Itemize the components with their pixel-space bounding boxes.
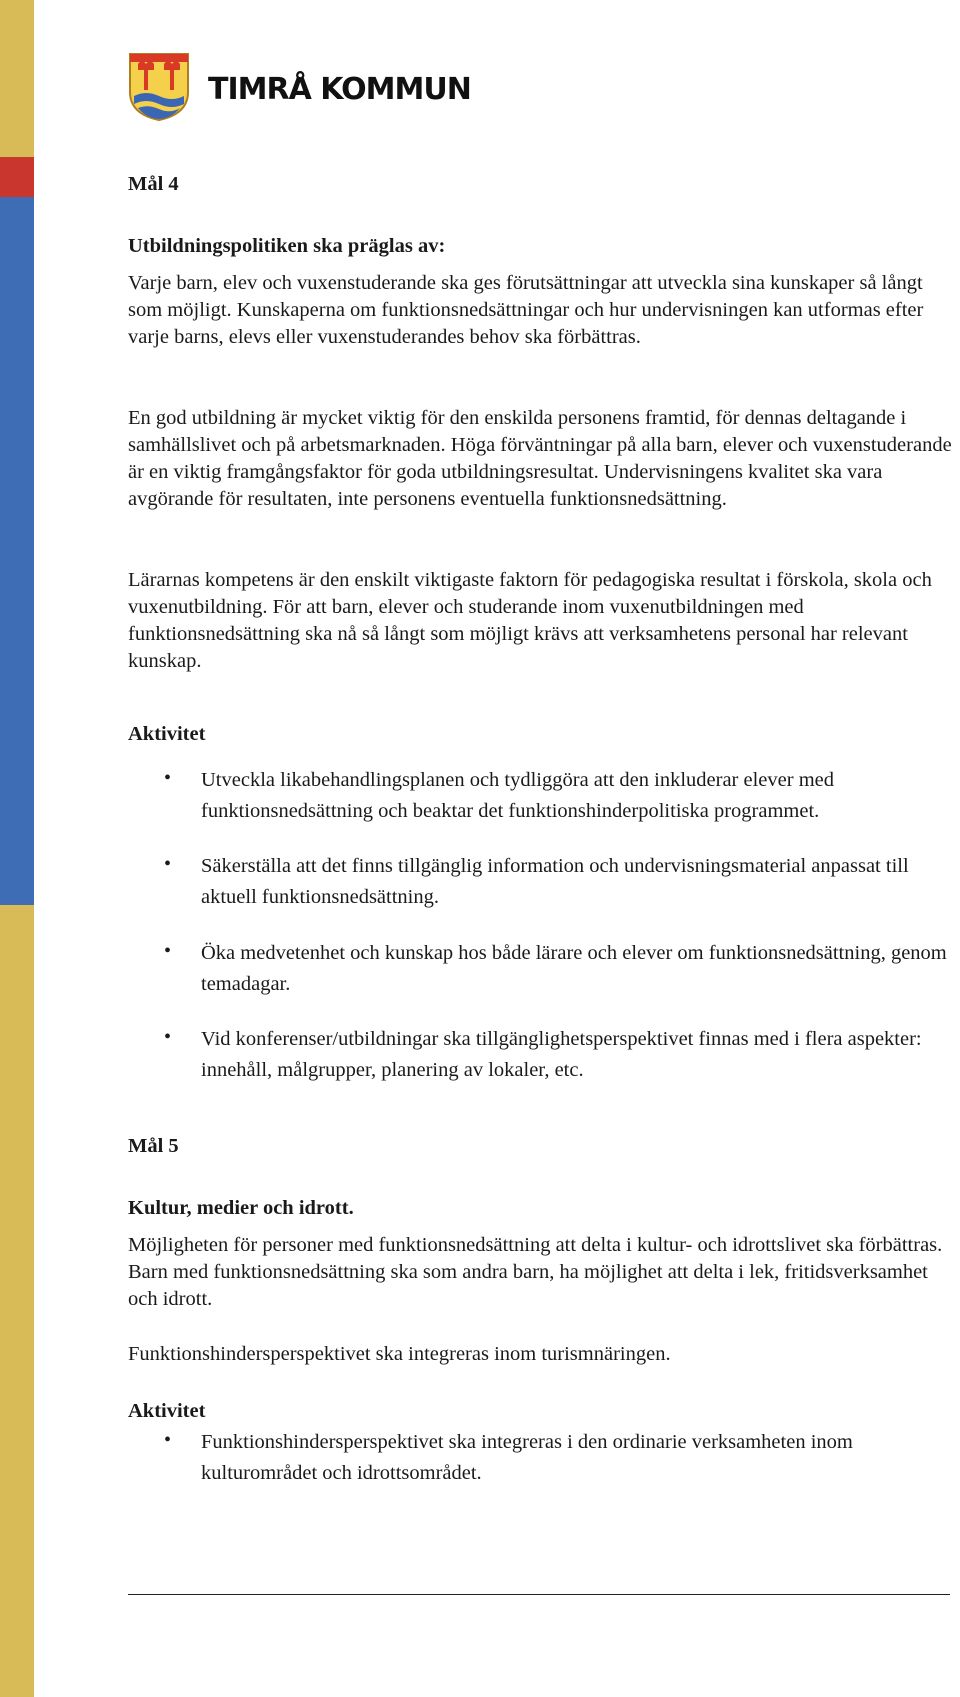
activity-text: Utveckla likabehandlingsplanen och tydliggöra att den inkluderar elever med funktionsnedsättning och beaktar det funktionshinderpolitiska programmet. — [201, 769, 834, 822]
goal-4-activity-heading: Aktivitet — [128, 723, 206, 745]
municipality-logo — [128, 52, 471, 122]
goal-4-subheading: Utbildningspolitiken ska präglas av: — [128, 235, 446, 257]
activity-text: Funktionshindersperspektivet ska integreras i den ordinarie verksamheten inom kulturområdet och idrottsområdet. — [201, 1431, 853, 1484]
coat-of-arms-icon — [128, 52, 190, 122]
goal-4-paragraph-1: Varje barn, elev och vuxenstuderande ska ges förutsättningar att utveckla sina kunskaper så långt som möjligt. Kunskaperna om funktionsnedsättningar och hur undervisningen kan utformas efter varje barns, elevs eller vuxenstuderandes behov ska förbättras. — [128, 272, 924, 348]
activity-text: Vid konferenser/utbildningar ska tillgänglighetsperspektivet finnas med i flera aspekter: innehåll, målgrupper, planering av lokaler, etc. — [201, 1028, 922, 1081]
side-stripe-red — [0, 157, 34, 197]
bullet-icon: • — [164, 1429, 172, 1451]
side-stripe-blue — [0, 197, 34, 905]
goal-4-paragraph-2: En god utbildning är mycket viktig för den enskilda personens framtid, för dennas deltagande i samhällslivet och på arbetsmarknaden. Höga förväntningar på alla barn, elever och vuxenstuderande är en viktig framgångsfaktor för goda utbildningsresultat. Undervisningens kvalitet ska vara avgörande för resultaten, inte personens eventuella funktionsnedsättning. — [128, 407, 952, 510]
bullet-icon: • — [164, 940, 172, 962]
goal-5-paragraph-2: Funktionshindersperspektivet ska integreras inom turismnäringen. — [128, 1343, 671, 1365]
activity-text: Säkerställa att det finns tillgänglig information och undervisningsmaterial anpassat till aktuell funktionsnedsättning. — [201, 855, 909, 908]
activity-text: Öka medvetenhet och kunskap hos både lärare och elever om funktionsnedsättning, genom temadagar. — [201, 942, 947, 995]
municipality-name: TIMRÅ KOMMUN — [208, 71, 471, 107]
bullet-icon: • — [164, 1026, 172, 1048]
goal-5-heading: Mål 5 — [128, 1135, 179, 1157]
bullet-icon: • — [164, 853, 172, 875]
side-stripe-yellow-top — [0, 0, 34, 157]
goal-5-subheading: Kultur, medier och idrott. — [128, 1197, 354, 1219]
goal-5-paragraph-1: Möjligheten för personer med funktionsnedsättning att delta i kultur- och idrottslivet ska förbättras. Barn med funktionsnedsättning ska som andra barn, ha möjlighet att delta i lek, fritidsverksamhet och idrott. — [128, 1234, 943, 1310]
goal-5-activity-heading: Aktivitet — [128, 1400, 206, 1422]
goal-4-heading: Mål 4 — [128, 173, 179, 195]
goal-4-paragraph-3: Lärarnas kompetens är den enskilt viktigaste faktorn för pedagogiska resultat i förskola, skola och vuxenutbildning. För att barn, elever och studerande inom vuxenutbildningen med funktionsnedsättning ska nå så långt som möjligt krävs att verksamhetens personal har relevant kunskap. — [128, 569, 932, 672]
footer-divider — [128, 1594, 950, 1595]
side-stripe-yellow-bottom — [0, 905, 34, 1697]
bullet-icon: • — [164, 767, 172, 789]
